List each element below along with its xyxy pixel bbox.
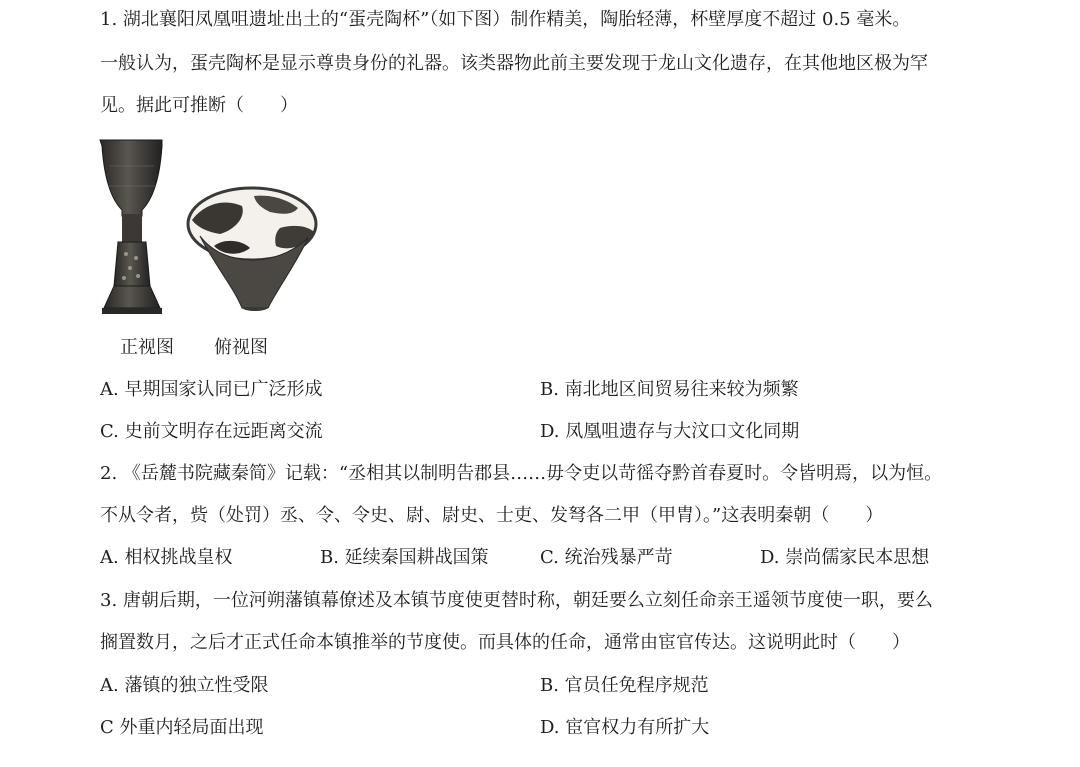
q1-stem-line-2: 一般认为，蛋壳陶杯是显示尊贵身份的礼器。该类器物此前主要发现于龙山文化遗存，在其他地区极为罕 [100, 53, 928, 74]
q3-option-c[interactable]: C 外重内轻局面出现 [100, 717, 264, 738]
q1-option-c[interactable]: C. 史前文明存在远距离交流 [100, 421, 323, 442]
eggshell-cup-front-view-image [96, 136, 168, 318]
front-view-caption: 正视图 [120, 337, 174, 358]
q2-stem-line-2: 不从令者，赀（处罚）丞、令、令史、尉、尉史、士吏、发弩各二甲（甲胄）。”这表明秦朝（ ） [100, 505, 884, 526]
q2-option-b[interactable]: B. 延续秦国耕战国策 [320, 547, 489, 568]
q1-option-b[interactable]: B. 南北地区间贸易往来较为频繁 [540, 379, 799, 400]
q2-option-d[interactable]: D. 崇尚儒家民本思想 [760, 547, 930, 568]
q1-option-a[interactable]: A. 早期国家认同已广泛形成 [100, 379, 323, 400]
top-view-caption: 俯视图 [214, 337, 268, 358]
q2-option-a[interactable]: A. 相权挑战皇权 [100, 547, 233, 568]
q3-option-a[interactable]: A. 藩镇的独立性受限 [100, 675, 269, 696]
eggshell-cup-top-view-image [184, 184, 320, 314]
eggshell-cup-top-view-svg [184, 184, 320, 314]
q3-stem-line-1: 3. 唐朝后期，一位河朔藩镇幕僚述及本镇节度使更替时称，朝廷要么立刻任命亲王遥领节度使一职，要么 [100, 590, 933, 611]
q3-stem-line-2: 搁置数月，之后才正式任命本镇推举的节度使。而具体的任命，通常由宦官传达。这说明此时（ ） [100, 632, 910, 653]
q1-stem-line-1: 1. 湖北襄阳凤凰咀遗址出土的“蛋壳陶杯”（如下图）制作精美，陶胎轻薄，杯壁厚度不超过 0.5 毫米。 [100, 9, 911, 30]
q3-option-b[interactable]: B. 官员任免程序规范 [540, 675, 709, 696]
q3-option-d[interactable]: D. 宦官权力有所扩大 [540, 717, 710, 738]
q2-option-c[interactable]: C. 统治残暴严苛 [540, 547, 673, 568]
eggshell-cup-front-view-svg [96, 136, 168, 318]
q2-stem-line-1: 2. 《岳麓书院藏秦简》记载：“丞相其以制明告郡县……毋令吏以苛徭夺黔首春夏时。令皆明焉，以为恒。 [100, 463, 943, 484]
q1-stem-line-3: 见。据此可推断（ ） [100, 95, 298, 116]
q1-option-d[interactable]: D. 凤凰咀遗存与大汶口文化同期 [540, 421, 800, 442]
